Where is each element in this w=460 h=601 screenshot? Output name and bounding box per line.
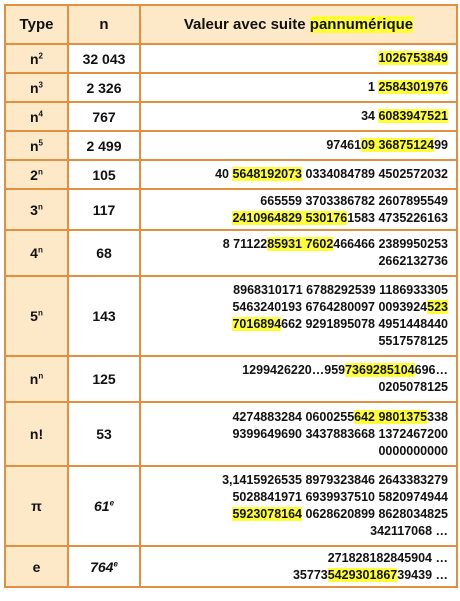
table-row bbox=[5, 131, 457, 160]
value-text: 696… bbox=[414, 363, 448, 377]
header-n: n bbox=[68, 5, 140, 44]
value-cell bbox=[140, 276, 457, 356]
pannumeric-highlight: 5429301867 bbox=[327, 567, 398, 582]
value-text: 338 bbox=[427, 409, 448, 424]
value-cell bbox=[140, 160, 457, 189]
header-value bbox=[140, 5, 457, 44]
value-text: 5463240193 6764280097 0093924 bbox=[232, 300, 428, 314]
value-line bbox=[141, 316, 448, 333]
type-cell bbox=[5, 466, 68, 546]
pannumeric-highlight: 2410964829 530176 bbox=[232, 210, 348, 225]
value-line bbox=[141, 472, 448, 489]
value-line bbox=[141, 210, 448, 227]
value-text: 1299426220…959 bbox=[242, 363, 346, 377]
type-exponent: n bbox=[37, 201, 43, 211]
type-cell bbox=[5, 356, 68, 402]
header-value-highlight: pannumérique bbox=[309, 16, 414, 33]
type-cell bbox=[5, 189, 68, 230]
type-cell bbox=[5, 131, 68, 160]
value-line bbox=[141, 443, 448, 460]
pannumeric-table bbox=[4, 4, 458, 588]
value-line bbox=[141, 333, 448, 350]
table-row bbox=[5, 276, 457, 356]
value-cell bbox=[140, 466, 457, 546]
value-text: 35773 bbox=[292, 567, 328, 582]
table-row bbox=[5, 189, 457, 230]
n-value: 68 bbox=[96, 245, 112, 261]
table-row bbox=[5, 102, 457, 131]
value-text: 466466 2389950253 bbox=[333, 237, 448, 251]
value-text: 39439 … bbox=[397, 567, 448, 582]
pannumeric-table-container bbox=[4, 4, 456, 597]
value-text: 99 bbox=[434, 138, 448, 152]
value-text: 271828182845904 … bbox=[327, 550, 448, 565]
type-base: n bbox=[29, 137, 39, 154]
value-text: 342117068 … bbox=[370, 524, 448, 538]
table-row bbox=[5, 160, 457, 189]
type-cell bbox=[5, 276, 68, 356]
value-text: 9399649690 3437883668 1372467200 bbox=[232, 426, 448, 441]
pannumeric-highlight: 85931 7602 bbox=[267, 237, 334, 251]
value-text: 5028841971 6939937510 5820974944 bbox=[232, 490, 448, 504]
value-text: 8968310171 6788292539 1186933305 bbox=[233, 283, 448, 297]
value-line bbox=[141, 79, 448, 96]
type-exponent: n bbox=[38, 371, 44, 381]
value-line bbox=[141, 236, 448, 253]
value-cell bbox=[140, 546, 457, 587]
pannumeric-highlight: 5923078164 bbox=[232, 507, 303, 521]
table-row bbox=[5, 230, 457, 276]
pannumeric-highlight: 6083947521 bbox=[378, 109, 448, 123]
pannumeric-highlight: 1026753849 bbox=[378, 51, 448, 65]
header-value-prefix: Valeur avec suite bbox=[183, 16, 310, 33]
value-line bbox=[141, 426, 448, 443]
type-base: 2 bbox=[30, 166, 38, 183]
n-value: 53 bbox=[96, 426, 112, 442]
value-text: 4274883284 0600255 bbox=[232, 409, 355, 424]
n-cell bbox=[68, 276, 140, 356]
value-text: 662 9291895078 4951448440 bbox=[281, 317, 448, 331]
value-line bbox=[141, 50, 448, 67]
value-text: 3,1415926535 8979323846 2643383279 bbox=[222, 473, 448, 487]
table-row bbox=[5, 402, 457, 466]
value-text: 34 bbox=[361, 109, 379, 123]
value-line bbox=[141, 299, 448, 316]
value-line bbox=[141, 489, 448, 506]
type-base: e bbox=[32, 558, 41, 575]
table-row bbox=[5, 466, 457, 546]
type-base: π bbox=[31, 498, 42, 514]
value-text: 1 bbox=[368, 80, 379, 94]
value-line bbox=[141, 362, 448, 379]
header-row bbox=[5, 5, 457, 44]
value-line bbox=[141, 166, 448, 183]
value-cell bbox=[140, 131, 457, 160]
value-line bbox=[141, 137, 448, 154]
value-text: 8 71122 bbox=[222, 237, 268, 251]
value-text: 0205078125 bbox=[378, 380, 448, 394]
value-line bbox=[141, 282, 448, 299]
type-cell bbox=[5, 160, 68, 189]
pannumeric-highlight: 523 bbox=[427, 300, 448, 314]
n-cell bbox=[68, 102, 140, 131]
value-line bbox=[141, 253, 448, 270]
n-value: 2 499 bbox=[86, 137, 122, 154]
type-cell bbox=[5, 230, 68, 276]
n-value: 117 bbox=[92, 201, 116, 218]
pannumeric-highlight: 7016894 bbox=[232, 317, 282, 331]
n-cell bbox=[68, 44, 140, 73]
value-text: 0628620899 8628034825 bbox=[302, 507, 448, 521]
value-text: 1583 4735226163 bbox=[347, 210, 448, 225]
type-base: n bbox=[29, 108, 39, 125]
n-suffix: e bbox=[109, 498, 115, 508]
type-exponent: n bbox=[37, 308, 43, 318]
type-base: n bbox=[29, 79, 39, 96]
type-exponent: n bbox=[37, 245, 43, 255]
n-value: 767 bbox=[92, 108, 116, 125]
value-line bbox=[141, 567, 448, 584]
value-line bbox=[141, 193, 448, 210]
n-cell bbox=[68, 546, 140, 587]
table-row bbox=[5, 546, 457, 587]
value-text: 0000000000 bbox=[378, 443, 448, 458]
type-cell bbox=[5, 402, 68, 466]
n-suffix: e bbox=[113, 558, 118, 568]
type-cell bbox=[5, 44, 68, 73]
value-text: 5517578125 bbox=[378, 334, 448, 348]
n-value: 61 bbox=[93, 498, 110, 514]
table-row bbox=[5, 73, 457, 102]
n-cell bbox=[68, 402, 140, 466]
type-base: 4 bbox=[30, 245, 38, 261]
value-line bbox=[141, 108, 448, 125]
value-line bbox=[141, 379, 448, 396]
value-line bbox=[141, 409, 448, 426]
n-cell bbox=[68, 73, 140, 102]
table-row bbox=[5, 356, 457, 402]
pannumeric-highlight: 2584301976 bbox=[378, 80, 448, 94]
value-cell bbox=[140, 402, 457, 466]
type-base: n bbox=[29, 50, 39, 67]
value-line bbox=[141, 523, 448, 540]
n-value: 105 bbox=[92, 166, 116, 183]
type-exponent: 2 bbox=[38, 50, 43, 60]
type-base: 3 bbox=[30, 201, 38, 218]
type-cell bbox=[5, 546, 68, 587]
n-cell bbox=[68, 131, 140, 160]
value-cell bbox=[140, 230, 457, 276]
value-line bbox=[141, 550, 448, 567]
value-line bbox=[141, 506, 448, 523]
n-value: 143 bbox=[92, 308, 116, 324]
type-exponent: 3 bbox=[38, 79, 43, 89]
n-cell bbox=[68, 230, 140, 276]
n-cell bbox=[68, 356, 140, 402]
value-text: 40 bbox=[215, 167, 233, 181]
n-value: 764 bbox=[90, 558, 114, 575]
pannumeric-highlight: 642 9801375 bbox=[354, 409, 428, 424]
pannumeric-highlight: 7369285104 bbox=[345, 363, 415, 377]
n-cell bbox=[68, 466, 140, 546]
value-cell bbox=[140, 73, 457, 102]
type-cell bbox=[5, 102, 68, 131]
value-text: 665559 3703386782 2607895549 bbox=[260, 193, 448, 208]
type-exponent: 4 bbox=[38, 108, 43, 118]
type-exponent: n bbox=[37, 166, 43, 176]
value-text: 97461 bbox=[326, 138, 362, 152]
type-base: 5 bbox=[30, 308, 38, 324]
value-cell bbox=[140, 189, 457, 230]
n-value: 125 bbox=[92, 371, 116, 387]
value-cell bbox=[140, 102, 457, 131]
type-cell bbox=[5, 73, 68, 102]
value-cell bbox=[140, 356, 457, 402]
type-exponent: 5 bbox=[38, 137, 43, 147]
header-type: Type bbox=[5, 5, 68, 44]
n-value: 2 326 bbox=[86, 79, 122, 96]
n-value: 32 043 bbox=[82, 50, 126, 67]
n-cell bbox=[68, 189, 140, 230]
pannumeric-highlight: 5648192073 bbox=[232, 167, 303, 181]
n-cell bbox=[68, 160, 140, 189]
value-text: 0334084789 4502572032 bbox=[302, 167, 448, 181]
value-text: 2662132736 bbox=[378, 254, 448, 268]
table-row bbox=[5, 44, 457, 73]
type-base: n bbox=[29, 371, 39, 387]
pannumeric-highlight: 09 36875124 bbox=[361, 138, 435, 152]
value-cell bbox=[140, 44, 457, 73]
type-base: n! bbox=[29, 426, 44, 442]
